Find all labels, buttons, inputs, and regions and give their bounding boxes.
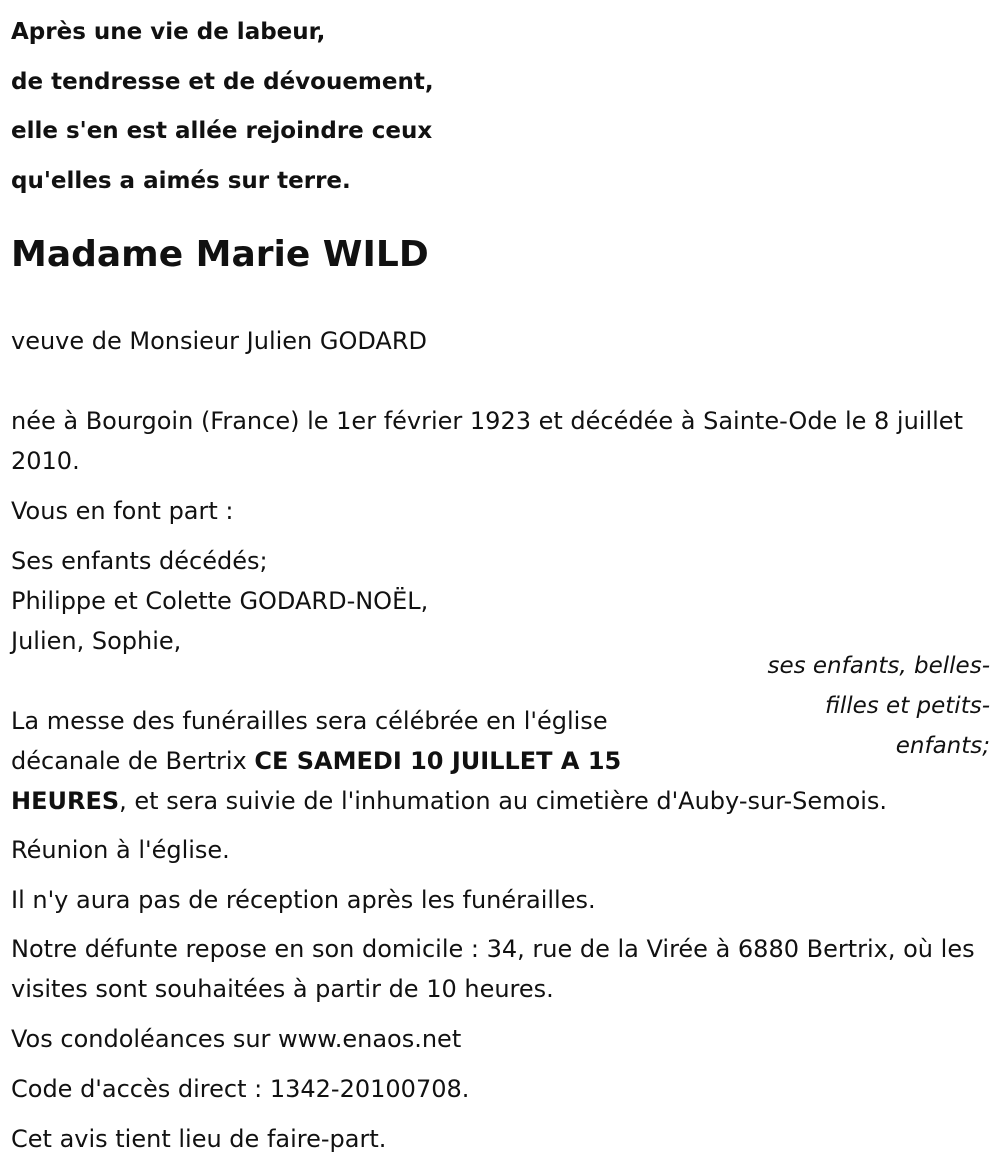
poem-line-2: de tendresse et de dévouement, xyxy=(11,68,434,95)
access-code-line: Code d'accès direct : 1342-20100708. xyxy=(11,1075,470,1103)
funeral-line-block xyxy=(11,701,991,821)
opening-poem xyxy=(11,8,711,206)
deceased-name: Madame Marie WILD xyxy=(11,234,429,275)
family-side-note: ses enfants, belles-filles et petits-enfants; xyxy=(767,653,990,759)
poem-line-3: elle s'en est allée rejoindre ceux xyxy=(11,118,433,144)
meeting-line: Réunion à l'église. xyxy=(11,836,230,864)
birth-death-info: née à Bourgoin (France) le 1er février 1923 et décédée à Sainte-Ode le 8 juillet 2010. xyxy=(11,407,963,475)
family-line-2: Philippe et Colette GODARD-NOËL, xyxy=(11,587,429,615)
poem-line-4: qu'elles a aimés sur terre. xyxy=(11,167,351,194)
funeral-date-bold: CE SAMEDI 10 JUILLET A 15 HEURES xyxy=(11,747,622,815)
funeral-text-before: La messe des funérailles sera célébrée en l'église décanale de Bertrix xyxy=(11,707,608,775)
funeral-info xyxy=(11,701,991,821)
condolences-line: Vos condoléances sur www.enaos.net xyxy=(11,1025,462,1053)
funeral-text-after: , et sera suivie de l'inhumation au cimetière d'Auby-sur-Semois. xyxy=(119,787,888,815)
side-note-spacer xyxy=(661,701,991,781)
widow-of: veuve de Monsieur Julien GODARD xyxy=(11,327,428,355)
no-reception-line: Il n'y aura pas de réception après les funérailles. xyxy=(11,886,596,914)
family-line-3: Julien, Sophie, xyxy=(11,627,182,655)
resting-place-info: Notre défunte repose en son domicile : 34, rue de la Virée à 6880 Bertrix, où les visites sont souhaitées à partir de 10 heures. xyxy=(11,935,975,1003)
poem-line-1: Après une vie de labeur, xyxy=(11,19,326,45)
announce-line: Vous en font part : xyxy=(11,497,234,525)
family-line-1: Ses enfants décédés; xyxy=(11,547,268,575)
notice-line: Cet avis tient lieu de faire-part. xyxy=(11,1125,387,1153)
